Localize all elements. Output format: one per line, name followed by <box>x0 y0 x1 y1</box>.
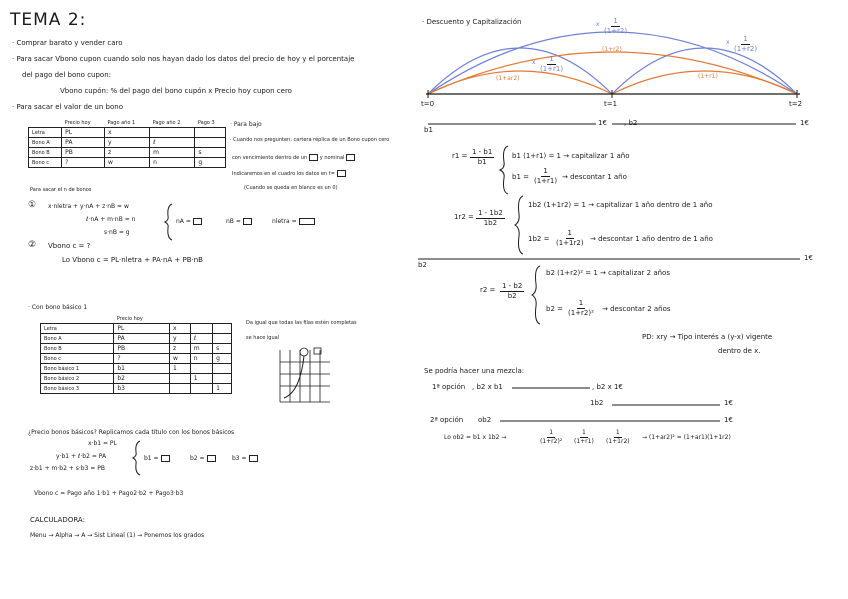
one-euro-1: 1€ <box>598 119 607 127</box>
table-row <box>41 384 232 394</box>
calculator-steps: Menu → Alpha → A → Sist Lineal (1) → Ponemos los grados <box>30 532 205 539</box>
r2-line-2a: b2 = <box>546 305 563 313</box>
table-cell <box>213 324 232 334</box>
table-cell: n <box>190 354 212 364</box>
bullet-comprar: · Comprar barato y vender caro <box>12 39 123 47</box>
bullet-vbono: · Para sacar Vbono cupon cuando solo nos hayan dado los datos del precio de hoy y el porcentaje <box>12 55 355 63</box>
q-res-b1: b1 = <box>144 455 170 462</box>
option-1-a: , b2 x b1 <box>472 383 503 391</box>
eq-1: x·nletra + y·nA + z·nB = w <box>48 203 129 210</box>
row-label: Bono básico 3 <box>41 384 114 394</box>
bullet-valor-bono: · Para sacar el valor de un bono <box>12 103 123 111</box>
t0-label: t=0 <box>421 100 435 108</box>
table-cell: PB <box>62 148 105 158</box>
r1-line-2-frac: $\frac{1}{(1+r1)}$ <box>534 167 558 185</box>
step-2-label: ② <box>28 240 37 250</box>
table-row <box>41 324 232 334</box>
brace-r2 <box>532 266 540 324</box>
mezcla-title: Se podría hacer una mezcla: <box>424 367 525 375</box>
table-row <box>41 374 232 384</box>
table-cell: x <box>104 128 149 138</box>
arc-frac-4: $\frac{1}{(1+r2)}$ <box>734 35 758 53</box>
ir2-line-2a: 1b2 = <box>528 235 550 243</box>
table-header: Precio hoy <box>62 118 105 128</box>
r2-line-2-frac: $\frac{1}{\text{(1+r2)²}}$ <box>568 299 594 317</box>
arc-frac-1: $\frac{1}{(1+r2)}$ <box>604 17 628 35</box>
table-cell: PL <box>62 128 105 138</box>
table-cell <box>195 138 226 148</box>
table-cell: y <box>104 138 149 148</box>
note-indicaremos: Indicaremos en el cuadro los datos en t= <box>232 170 346 177</box>
res-na: nA = <box>176 218 202 225</box>
table-cell: g <box>195 158 226 168</box>
option-1-d: 1€ <box>724 399 733 407</box>
table-cell <box>190 384 212 394</box>
table-cell: ℓ <box>190 334 212 344</box>
table-cell: 1 <box>169 364 190 374</box>
t1-label: t=1 <box>604 100 618 108</box>
row-label: Bono B <box>41 344 114 354</box>
bond-table-1 <box>28 118 226 168</box>
arc-frac-2: $\frac{1}{(1+r1)}$ <box>540 55 564 73</box>
eq-vbono-c: Vbono c = ? <box>48 242 91 250</box>
table-cell: PL <box>114 324 170 334</box>
bullet-vbono-cont: del pago del bono cupon: <box>22 71 112 79</box>
table-cell: b3 <box>114 384 170 394</box>
table-cell <box>169 384 190 394</box>
arc-label-3: (1+r2) <box>602 46 622 53</box>
table-cell: g <box>213 354 232 364</box>
table-cell <box>213 364 232 374</box>
note-blanco: (Cuando se queda en blanco es un 0) <box>244 185 338 191</box>
table-cell: PA <box>62 138 105 148</box>
formula-cupon: Vbono cupón: % del pago del bono cupón x Precio hoy cupon cero <box>60 87 292 95</box>
r2-line-2b: → descontar 2 años <box>602 305 671 313</box>
bond-table-2 <box>40 314 232 394</box>
table-row <box>29 138 226 148</box>
mini-graph <box>280 348 330 402</box>
table-row <box>41 344 232 354</box>
table-cell: z <box>104 148 149 158</box>
table-header: Pago año 1 <box>104 118 149 128</box>
arc-label-4: x <box>726 39 730 46</box>
eq-3: s·nB = g <box>104 229 130 236</box>
option-2-a: ob2 <box>478 416 492 424</box>
b2-label: b2 <box>418 261 427 269</box>
table-cell: ℓ <box>150 138 195 148</box>
final-tail: → (1+ar2)² = (1+ar1)(1+1r2) <box>642 434 731 441</box>
r2-line-1: b2 (1+r2)² = 1 → capitalizar 2 años <box>546 269 670 277</box>
table-cell <box>195 128 226 138</box>
option-1-c: 1b2 <box>590 399 604 407</box>
table-cell: z <box>169 344 190 354</box>
table-row <box>41 354 232 364</box>
brace-r1 <box>500 146 508 194</box>
r1-eq: r1 = <box>452 152 468 160</box>
res-nb: nB = <box>226 218 252 225</box>
blank-box <box>346 154 355 161</box>
r1-line-2a: b1 = <box>512 173 529 181</box>
ir2-line-2b: → descontar 1 año dentro de 1 año <box>590 235 713 243</box>
pd-note-2: dentro de x. <box>718 347 761 355</box>
table-cell <box>190 364 212 374</box>
arc-label-1: x <box>596 21 600 28</box>
row-label: Letra <box>41 324 114 334</box>
table-cell: b1 <box>114 364 170 374</box>
arc-label-6: (1+r1) <box>698 73 718 80</box>
row-label: Bono A <box>41 334 114 344</box>
table-cell: 1 <box>213 384 232 394</box>
one-euro-3: 1€ <box>804 254 813 262</box>
side-note-2: se hace igual <box>246 335 280 341</box>
table-cell: ? <box>114 354 170 364</box>
arc-label-2: x <box>532 59 536 66</box>
row-label: Letra <box>29 128 62 138</box>
table-cell: m <box>190 344 212 354</box>
table-cell: PB <box>114 344 170 354</box>
r2-eq: r2 = <box>480 286 496 294</box>
note-title: · Para bajo <box>230 121 262 128</box>
ir2-eq: 1r2 = <box>454 213 474 221</box>
t2-label: t=2 <box>789 100 803 108</box>
page-title: TEMA 2: <box>10 10 87 30</box>
table-cell: ? <box>62 158 105 168</box>
section-title: · Descuento y Capitalización <box>422 18 522 26</box>
option-1-b: , b2 x 1€ <box>592 383 623 391</box>
table-cell <box>190 324 212 334</box>
eq-vbono-c-formula: Lo Vbono c = PL·nletra + PA·nA + PB·nB <box>62 256 203 264</box>
row-label: Bono B <box>29 148 62 158</box>
brace-ir2 <box>515 196 523 254</box>
table-cell: b2 <box>114 374 170 384</box>
row-label: Bono c <box>29 158 62 168</box>
table-header: Pago 3 <box>195 118 226 128</box>
ir2-line-2-frac: $\frac{1}{(1+1r2)}$ <box>556 229 584 247</box>
step-1-label: ① <box>28 200 37 210</box>
r1-frac: $\frac{1 - b1}{b1}$ <box>472 148 493 166</box>
table-cell: s <box>213 344 232 354</box>
brace-left-2 <box>133 441 140 475</box>
question-bonos-basicos: ¿Precio bonos básicos? Replicamos cada título con los bonos básicos <box>28 429 235 436</box>
table-cell: n <box>150 158 195 168</box>
table-row <box>41 364 232 374</box>
ir2-frac: $\frac{1 - 1b2}{1b2}$ <box>478 209 503 227</box>
q-eq-1: x·b1 = PL <box>88 440 117 447</box>
final-frac-2: $\frac{1}{(1+r1)}$ <box>574 429 594 445</box>
row-label: Bono básico 1 <box>41 364 114 374</box>
calculator-title: CALCULADORA: <box>30 516 85 524</box>
ir2-line-1: 1b2 (1+1r2) = 1 → capitalizar 1 año dentro de 1 año <box>528 201 713 209</box>
basic-bond-title: · Con bono básico 1 <box>28 304 88 311</box>
q-eq-2: y·b1 + ℓ·b2 = PA <box>56 453 107 460</box>
b1-label: b1 <box>424 126 433 134</box>
note-vencimiento: con vencimiento dentro de un y nominal <box>232 154 355 161</box>
table-cell: PA <box>114 334 170 344</box>
table-cell: 1 <box>190 374 212 384</box>
table-cell <box>169 374 190 384</box>
row-label: Bono básico 2 <box>41 374 114 384</box>
brace-left-1 <box>165 204 172 240</box>
q-eq-3: z·b1 + m·b2 + s·b3 = PB <box>30 465 105 472</box>
option-1: 1ª opción <box>432 383 466 391</box>
r1-line-2b: → descontar 1 año <box>562 173 627 181</box>
one-euro-2: 1€ <box>800 119 809 127</box>
vbono-c-final: Vbono c = Pago año 1·b1 + Pago2·b2 + Pago3·b3 <box>34 490 184 497</box>
table-cell: w <box>104 158 149 168</box>
pd-note: PD: xry → Tipo interés a (y-x) vigente <box>642 333 773 341</box>
q-res-b3: b3 = <box>232 455 258 462</box>
table-cell: s <box>195 148 226 158</box>
blank-box <box>309 154 318 161</box>
table-cell: y <box>169 334 190 344</box>
final-frac-1: $\frac{1}{\text{(1+r2)²}}$ <box>540 429 563 445</box>
b2-mid-label: , b2 <box>624 119 638 127</box>
orange-arc-full <box>428 52 797 94</box>
table-header: Pago año 2 <box>150 118 195 128</box>
res-nletra: nletra = <box>272 218 315 225</box>
final-eq: Lo ob2 = b1 x 1b2 → <box>444 434 507 441</box>
table-cell: w <box>169 354 190 364</box>
table-cell <box>213 334 232 344</box>
final-frac-3: $\frac{1}{(1+1r2)}$ <box>606 429 630 445</box>
eq-2: ℓ·nA + m·nB = n <box>86 216 136 223</box>
table-cell <box>150 128 195 138</box>
q-res-b2: b2 = <box>190 455 216 462</box>
row-label: Bono c <box>41 354 114 364</box>
table-row <box>29 148 226 158</box>
note-replica: · Cuando nos pregunten: cartera réplica de un Bono cupon cero <box>230 137 390 143</box>
arc-label-5: (1+ar2) <box>496 75 520 82</box>
r1-line-1: b1 (1+r1) = 1 → capitalizar 1 año <box>512 152 630 160</box>
table-cell: m <box>150 148 195 158</box>
option-2: 2ª opción <box>430 416 464 424</box>
table-row <box>29 128 226 138</box>
table-row <box>41 334 232 344</box>
side-note-1: Da igual que todas las filas estén completas <box>246 320 357 326</box>
r2-frac: $\frac{1 - b2}{b2}$ <box>502 282 523 300</box>
para-sacar-n: Para sacar el n de bonos <box>30 187 92 193</box>
table-row <box>29 158 226 168</box>
table-cell <box>213 374 232 384</box>
row-label: Bono A <box>29 138 62 148</box>
option-2-b: 1€ <box>724 416 733 424</box>
table-cell: x <box>169 324 190 334</box>
table-header: Precio hoy <box>114 314 170 324</box>
blank-box <box>337 170 346 177</box>
